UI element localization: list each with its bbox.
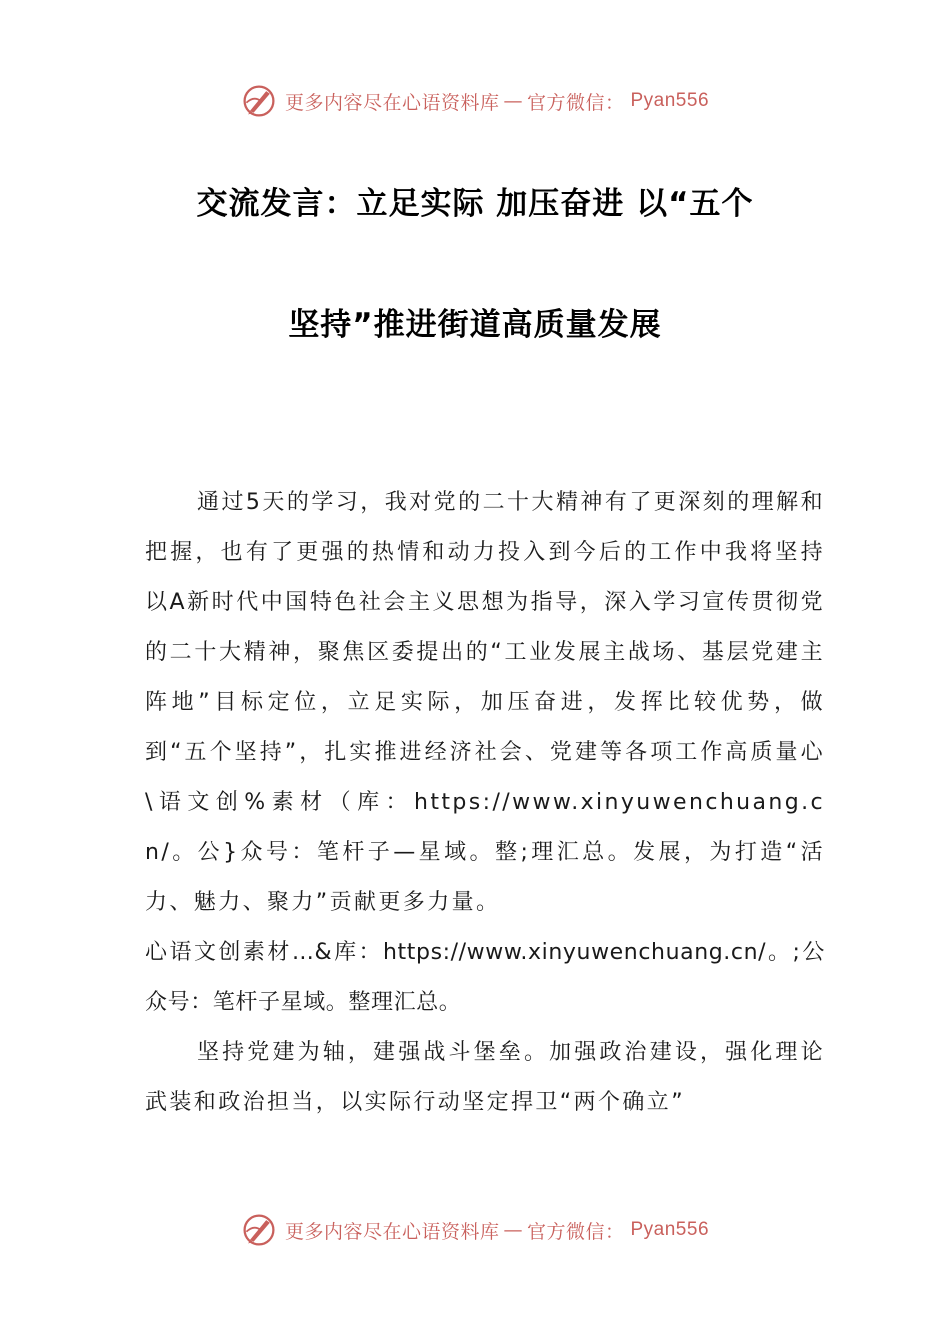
- banner-text: 更多内容尽在心语资料库: [284, 1220, 500, 1243]
- banner-wechat-id: Pyan556: [630, 1219, 710, 1240]
- footer-banner: [0, 1210, 950, 1250]
- document-title-line-2: 坚持”推进街道高质量发展: [288, 307, 662, 343]
- header-banner: [0, 81, 950, 121]
- pen-logo-icon: [241, 83, 277, 119]
- banner-text: 更多内容尽在心语资料库: [284, 91, 500, 114]
- banner-wechat-id: Pyan556: [630, 90, 710, 111]
- banner-separator: —: [503, 1219, 523, 1241]
- paragraph-2: 心语文创素材…&库：https://www.xinyuwenchuang.cn/。;公众号：笔杆子星域。整理汇总。: [145, 940, 825, 1015]
- paragraph-3: 坚持党建为轴，建强战斗堡垒。加强政治建设，强化理论武装和政治担当，以实际行动坚定捍卫“两个确立”: [145, 1040, 825, 1115]
- document-title-line-1: 交流发言：立足实际 加压奋进 以“五个: [196, 186, 754, 222]
- document-body: [145, 478, 825, 1128]
- banner-separator: —: [503, 90, 523, 112]
- paragraph-1: 通过5天的学习，我对党的二十大精神有了更深刻的理解和把握，也有了更强的热情和动力投入到今后的工作中我将坚持以A新时代中国特色社会主义思想为指导，深入学习宣传贯彻党的二十大精神，聚焦区委提出的“工业发展主战场、基层党建主阵地”目标定位，立足实际，加压奋进，发挥比较优势，做到“五个坚持”，扎实推进经济社会、党建等各项工作高质量心\语文创%素材（库：https://www.xinyuwenchuang.cn/。公}众号：笔杆子—星域。整;理汇总。发展，为打造“活力、魅力、聚力”贡献更多力量。: [145, 490, 825, 915]
- banner-wechat-label: 官方微信：: [526, 91, 625, 114]
- banner-wechat-label: 官方微信：: [526, 1220, 625, 1243]
- pen-logo-icon: [241, 1212, 277, 1248]
